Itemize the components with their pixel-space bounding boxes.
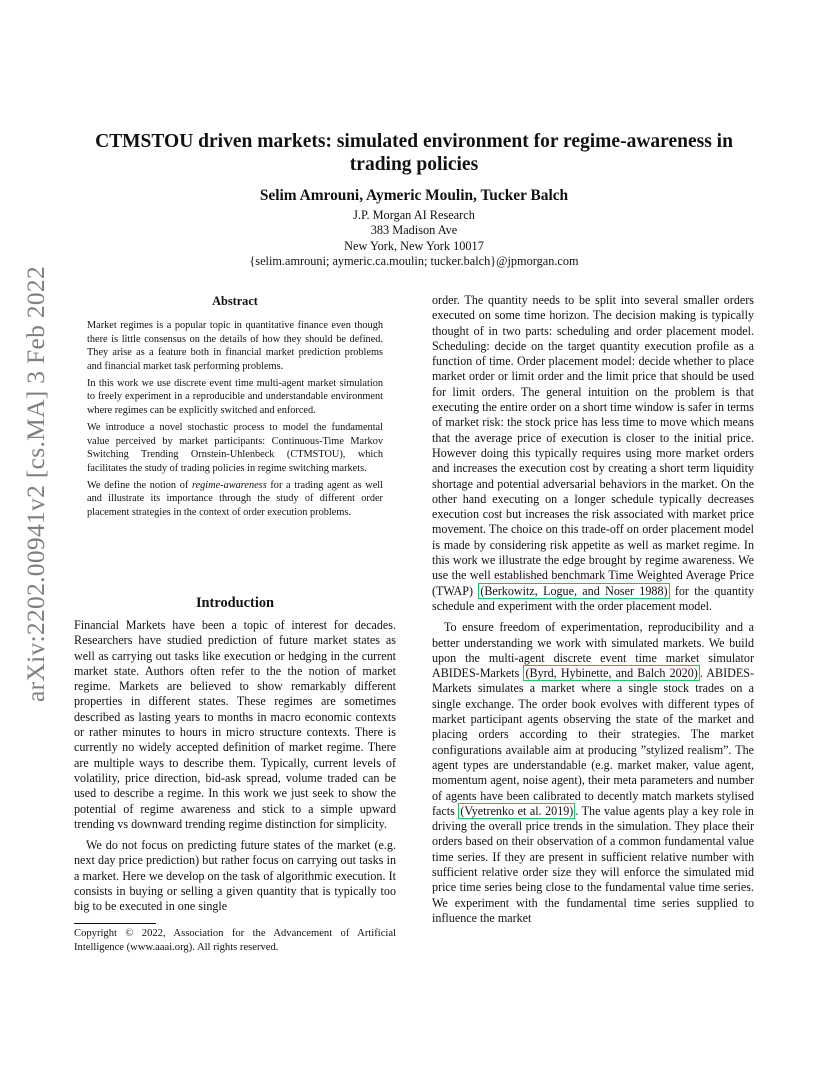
paper-title	[74, 130, 754, 176]
body-text: . ABIDES-Markets simulates a market where a single stock trades on a single exchange. The order book evolves with different types of market participant agents observing the state of the market and placing orders according to their strategies. The market configurations available aim at producing ”stylized realism”. The agent types are understandable (e.g. market maker, value agent, momentum agent, noise agent), their meta parameters and number of agents have been calibrated to decently match markets stylised facts	[432, 666, 754, 818]
title-line-2: trading policies	[349, 154, 479, 175]
left-column-body	[74, 618, 396, 921]
abstract-paragraph: In this work we use discrete event time multi-agent market simulation to freely experiment in a reproducible and understandable environment where regimes can be explicitly switched and enforced.	[87, 377, 383, 416]
abstract-paragraph: Market regimes is a popular topic in quantitative finance even though there is little consensus on the details of how they should be defined. They arise as a feature both in financial market prediction problems and financial market task performing problems.	[87, 320, 383, 372]
arxiv-identifier	[20, 265, 52, 703]
arxiv-id-text: arXiv:2202.00941v2 [cs.MA] 3 Feb 2022	[21, 265, 50, 703]
affiliation-emails: {selim.amrouni; aymeric.ca.moulin; tucker.balch}@jpmorgan.com	[249, 253, 579, 268]
citation-link[interactable]: (Vyetrenko et al. 2019)	[460, 803, 574, 818]
body-text: . The value agents play a key role in driving the overall price trends in the simulation. They place their orders based on their observation of a common fundamental value time series. If they are present in sufficient relative number with sufficient relative order size they will enforce the simulated mid price time series being close to the fundamental value time series. We experiment with the fundamental time series supplied to influence the market	[432, 803, 754, 925]
abstract-heading: Abstract	[212, 294, 258, 308]
author-list: Selim Amrouni, Aymeric Moulin, Tucker Balch	[259, 187, 569, 204]
introduction-heading: Introduction	[195, 595, 275, 611]
citation-link[interactable]: (Byrd, Hybinette, and Balch 2020)	[525, 666, 698, 681]
abstract-paragraph: We introduce a novel stochastic process to model the fundamental value perceived by market participants: Continuous-Time Markov Switching Trending Ornstein-Uhlenbeck (CTMSTOU), which facilitates the study of trading policies in regime switching markets.	[87, 421, 383, 474]
affiliation-street: 383 Madison Ave	[370, 223, 458, 238]
citation-link[interactable]: (Berkowitz, Logue, and Noser 1988)	[480, 583, 668, 598]
title-line-1: CTMSTOU driven markets: simulated environment for regime-awareness in	[95, 131, 733, 152]
body-paragraph	[432, 620, 754, 926]
copyright-footnote: Copyright © 2022, Association for the Advancement of Artificial Intelligence (www.aaai.org). All rights reserved.	[74, 928, 396, 953]
affiliation-block	[74, 208, 754, 269]
footnote-divider	[74, 923, 156, 924]
abstract-text: for a trading agent as well and illustrate its importance through the study of different order placement strategies in the context of order execution problems.	[87, 479, 383, 518]
body-text: for the quantity schedule and experiment with the order placement model.	[432, 583, 754, 613]
body-paragraph: Financial Markets have been a topic of interest for decades. Researchers have studied prediction of future market states as well as carrying out tasks like execution or hedging in the current market state. Authors often refer to the the notion of market regime. Markets are believed to show remarkably different properties in different states. These regimes are sometimes described as lasting years to months in macro economic contexts or rather minutes to hours in micro structure contexts. There is currently no widely accepted definition of market regime. There are multiple ways to describe them. Typically, current levels of volatility, price direction, bid-ask spread, volume traded can be used to describe a regime. In this work we just seek to show the potential of regime awareness and stick to a simple upward trending vs downward trending regime distinction for simplicity.	[74, 618, 396, 831]
body-text: To ensure freedom of experimentation, reproducibility and a better understanding we work with simulated markets. We build upon the multi-agent discrete event time market simulator ABIDES-Markets	[432, 620, 754, 681]
body-paragraph	[432, 293, 754, 614]
affiliation-city: New York, New York 10017	[344, 238, 484, 253]
abstract-body	[87, 319, 383, 523]
body-paragraph: We do not focus on predicting future states of the market (e.g. next day price prediction) but rather focus on carrying out tasks in a market. Here we develop on the task of algorithmic execution. It consists in buying or selling a given quantity that is typically too big to be executed in one single	[74, 838, 396, 914]
emphasis-regime-awareness: regime-awareness	[191, 479, 267, 491]
abstract-paragraph	[87, 479, 383, 520]
affiliation-org: J.P. Morgan AI Research	[353, 208, 475, 222]
right-column-body	[432, 293, 754, 932]
abstract-text: We define the notion of	[87, 479, 192, 491]
body-text: order. The quantity needs to be split into several smaller orders executed on some time horizon. The decision making is typically thought of in two parts: scheduling and order placement model. Scheduling: decide on the target quantity execution profile as a function of time. Order placement model: decide whether to place market order or limit order and the limit price that should be used for limit orders. The general intuition on the problem is that executing the entire order on a short time window is safer in terms of market risk: the stock price has less time to move which means that the average price of execution is closer to the initial price. However doing this typically requires using more market orders and increases the execution cost by creating a short term liquidity shortage and potential adversarial behaviors in the market. On the other hand executing on a longer schedule typically decreases execution cost but increases the risk associated with market price movement. The choice on this trade-off on order placement model is made by considering risk appetite as well as market regime. In this work we illustrate the edge brought by regime awareness. We use the well established benchmark Time Weighted Average Price (TWAP)	[432, 293, 754, 598]
